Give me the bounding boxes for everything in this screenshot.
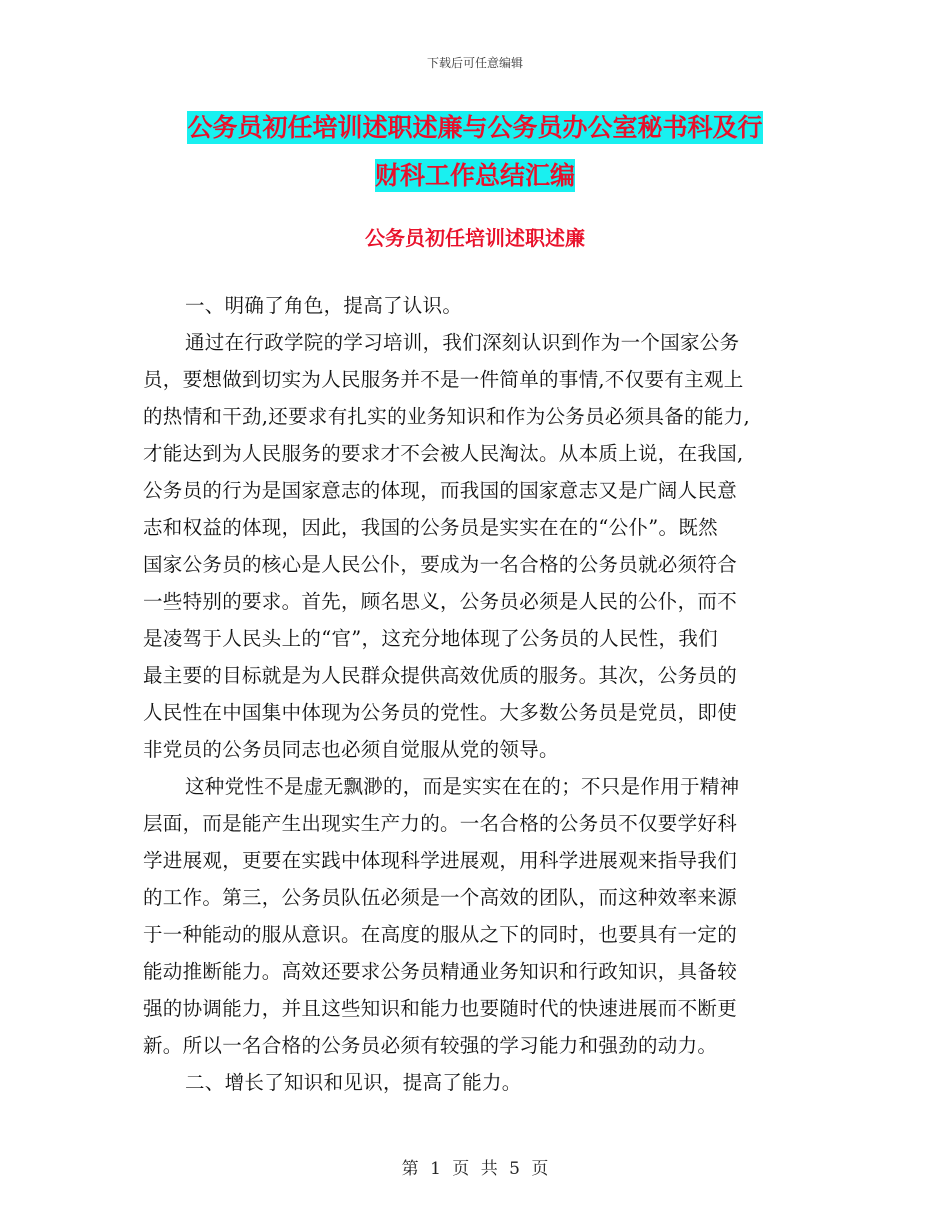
body-line: 是凌驾于人民头上的“官”，这充分地体现了公务员的人民性，我们 <box>143 627 718 650</box>
body-line: 学进展观，更要在实践中体现科学进展观，用科学进展观来指导我们 <box>143 849 738 872</box>
heading-one: 一、明确了角色，提高了认识。 <box>185 294 463 317</box>
body-line: 于一种能动的服从意识。在高度的服从之下的同时，也要具有一定的 <box>143 923 738 946</box>
body-line: 新。所以一名合格的公务员必须有较强的学习能力和强劲的动力。 <box>143 1034 718 1057</box>
page-footer: 第 1 页 共 5 页 <box>401 1159 549 1179</box>
body-line: 国家公务员的核心是人民公仆，要成为一名合格的公务员就必须符合 <box>143 553 738 576</box>
body-line: 的热情和干劲,还要求有扎实的业务知识和作为公务员必须具备的能力, <box>143 405 750 428</box>
body-line: 能动推断能力。高效还要求公务员精通业务知识和行政知识，具备较 <box>143 960 738 983</box>
page-header: 下载后可任意编辑 <box>426 56 523 70</box>
body-line: 志和权益的体现，因此，我国的公务员是实实在在的“公仆”。既然 <box>143 516 718 539</box>
document-title-line-1: 公务员初任培训述职述廉与公务员办公室秘书科及行 <box>187 113 763 142</box>
body-line: 这种党性不是虚无飘渺的，而是实实在在的；不只是作用于精神 <box>185 775 740 798</box>
body-line: 人民性在中国集中体现为公务员的党性。大多数公务员是党员，即使 <box>143 701 738 724</box>
heading-two: 二、增长了知识和见识，提高了能力。 <box>185 1071 522 1094</box>
body-line: 层面，而是能产生出现实生产力的。一名合格的公务员不仅要学好科 <box>143 812 738 835</box>
body-text <box>143 287 811 1101</box>
body-line: 才能达到为人民服务的要求才不会被人民淘汰。从本质上说，在我国, <box>143 442 744 465</box>
section-title: 公务员初任培训述职述廉 <box>365 226 585 250</box>
body-line: 公务员的行为是国家意志的体现，而我国的国家意志又是广阔人民意 <box>143 479 738 502</box>
body-line: 最主要的目标就是为人民群众提供高效优质的服务。其次，公务员的 <box>143 664 738 687</box>
body-line: 员，要想做到切实为人民服务并不是一件简单的事情,不仅要有主观上 <box>143 368 744 391</box>
document-title-line-2: 财科工作总结汇编 <box>374 161 575 190</box>
document-title <box>0 104 950 200</box>
body-line: 通过在行政学院的学习培训，我们深刻认识到作为一个国家公务 <box>185 331 740 354</box>
body-line: 一些特别的要求。首先，顾名思义，公务员必须是人民的公仆，而不 <box>143 590 738 613</box>
body-line: 非党员的公务员同志也必须自觉服从党的领导。 <box>143 738 559 761</box>
body-line: 强的协调能力，并且这些知识和能力也要随时代的快速进展而不断更 <box>143 997 738 1020</box>
body-line: 的工作。第三，公务员队伍必须是一个高效的团队，而这种效率来源 <box>143 886 738 909</box>
